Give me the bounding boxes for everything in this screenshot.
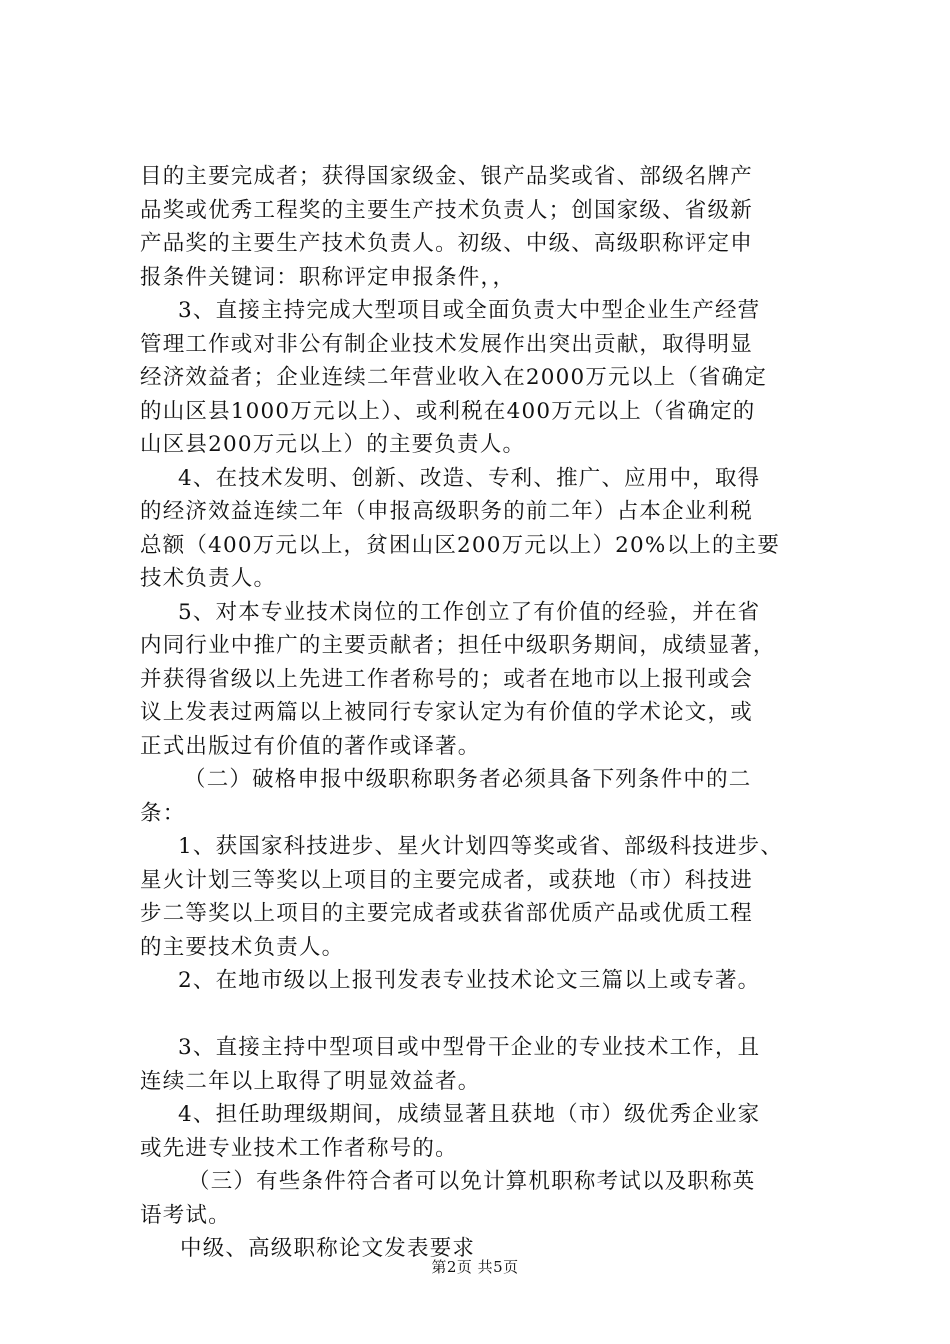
page-number-footer: 第2页 共5页 [431,1258,519,1276]
paragraph-item-2: 2、在地市级以上报刊发表专业技术论文三篇以上或专著。 [178,968,761,993]
text-line: 技术负责人。 [140,566,277,591]
section-title-requirements: 中级、高级职称论文发表要求 [180,1236,476,1261]
text-line: 连续二年以上取得了明显效益者。 [140,1068,481,1094]
text-line: 条： [140,800,186,826]
text-line: 议上发表过两篇以上被同行专家认定为有价值的学术论文，或 [140,700,753,725]
text-line: 山区县200万元以上）的主要负责人。 [140,432,526,457]
text-line: 的山区县1000万元以上）、或利税在400万元以上（省确定的 [140,398,756,424]
text-line: 管理工作或对非公有制企业技术发展作出突出贡献，取得明显 [140,331,753,357]
paragraph-item-1: 1、获国家科技进步、星火计划四等奖或省、部级科技进步、 [178,834,784,859]
text-line: 产品奖的主要生产技术负责人。初级、中级、高级职称评定申 [140,231,753,256]
blank-line [140,998,830,1032]
text-line: 步二等奖以上项目的主要完成者或获省部优质产品或优质工程 [140,901,753,926]
paragraph-item-3: 3、直接主持完成大型项目或全面负责大中型企业生产经营 [178,298,761,323]
paragraph-item-3b: 3、直接主持中型项目或中型骨干企业的专业技术工作，且 [178,1035,761,1060]
text-line: 总额（400万元以上，贫困山区200万元以上）20%以上的主要 [140,532,781,558]
section-heading-2: （二）破格申报中级职称职务者必须具备下列条件中的二 [184,767,752,792]
text-line: 的主要技术负责人。 [140,934,345,960]
text-line: 经济效益者；企业连续二年营业收入在2000万元以上（省确定 [140,365,768,390]
text-line: 星火计划三等奖以上项目的主要完成者，或获地（市）科技进 [140,867,753,893]
paragraph-item-4: 4、在技术发明、创新、改造、专利、推广、应用中，取得 [178,465,761,491]
text-line: 报条件关键词：职称评定申报条件，， [140,264,516,290]
text-line: 目的主要完成者；获得国家级金、银产品奖或省、部级名牌产 [140,164,753,189]
text-line: 的经济效益连续二年（申报高级职务的前二年）占本企业利税 [140,499,753,524]
document-body [140,160,830,1266]
text-line: 或先进专业技术工作者称号的。 [140,1135,458,1161]
section-heading-3: （三）有些条件符合者可以免计算机职称考试以及职称英 [188,1169,756,1194]
text-line: 内同行业中推广的主要贡献者；担任中级职务期间，成绩显著， [140,633,776,658]
text-line: 品奖或优秀工程奖的主要生产技术负责人；创国家级、省级新 [140,197,753,223]
text-line: 并获得省级以上先进工作者称号的；或者在地市以上报刊或会 [140,666,753,692]
text-line: 语考试。 [140,1202,231,1228]
paragraph-item-5: 5、对本专业技术岗位的工作创立了有价值的经验，并在省 [178,599,761,625]
paragraph-item-4b: 4、担任助理级期间，成绩显著且获地（市）级优秀企业家 [178,1102,761,1127]
text-line: 正式出版过有价值的著作或译著。 [140,733,481,759]
